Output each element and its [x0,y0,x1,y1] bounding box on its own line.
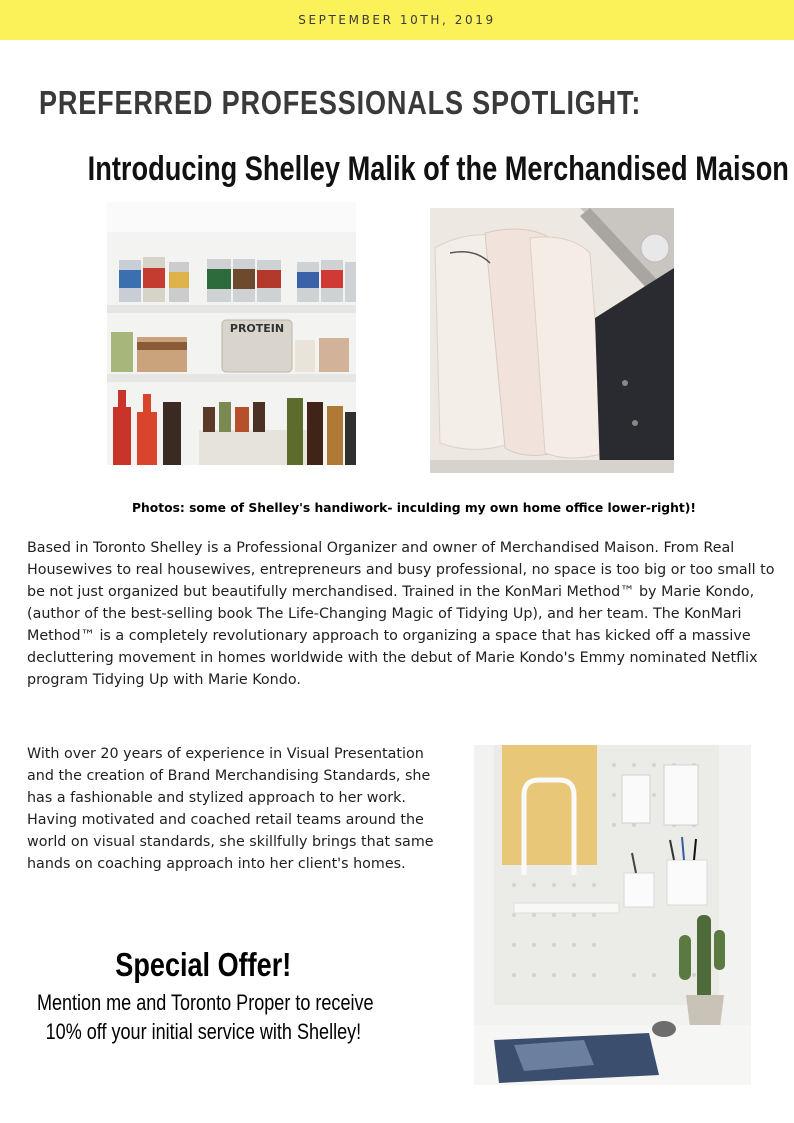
home-office-photo [474,745,751,1085]
special-offer-title: Special Offer! [115,946,291,983]
pantry-photo [107,202,356,465]
section-title: PREFERRED PROFESSIONALS SPOTLIGHT: [39,84,642,121]
offer-line-2: 10% off your initial service with Shelley! [45,1019,361,1044]
photo-caption: Photos: some of Shelley's handiwork- inculding my own home office lower-right)! [132,501,696,515]
body-paragraph-2: With over 20 years of experience in Visual Presentation and the creation of Brand Merchandising Standards, she has a fashionable and stylized approach to her work. Having motivated and coached retail teams around the world on visual standards, she skillfully brings that same hands on coaching approach into her client's homes. [27,746,434,872]
protein-label: PROTEIN [229,322,285,335]
date-banner [0,0,794,40]
drawer-photo [430,208,674,473]
offer-line-1: Mention me and Toronto Proper to receive [36,990,374,1015]
body-paragraph-1: Based in Toronto Shelley is a Professional Organizer and owner of Merchandised Maison. From Real Housewives to real housewives, entrepreneurs and busy professional, no space is too big or too small to be not just organized but beautifully merchandised. Trained in the KonMari Method™ by Marie Kondo, (author of the best-selling book The Life-Changing Magic of Tidying Up), and her team. The KonMari Method™ is a completely revolutionary approach to organizing a space that has kicked off a massive decluttering movement in homes worldwide with the debut of Marie Kondo's Emmy nominated Netflix program Tidying Up with Marie Kondo. [27,540,775,688]
feature-headline: Introducing Shelley Malik of the Merchandised Maison [87,150,789,188]
issue-date: SEPTEMBER 10TH, 2019 [298,13,496,27]
